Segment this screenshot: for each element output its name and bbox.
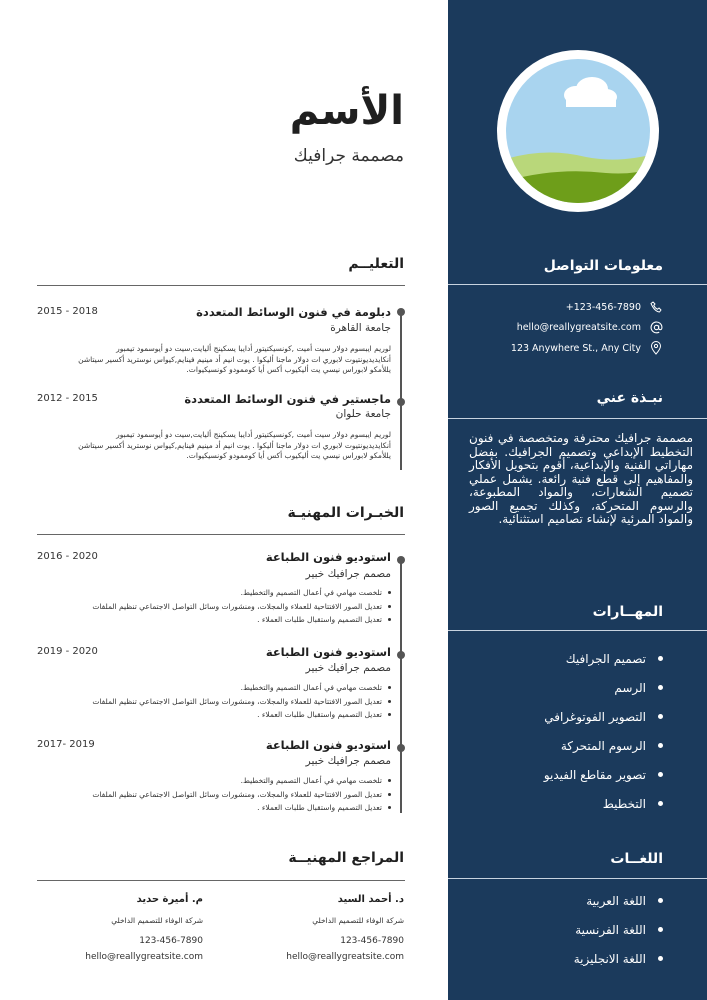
reference-company: شركة الوفاء للتصميم الداخلي bbox=[312, 916, 404, 925]
language-item: اللغة العربية bbox=[463, 886, 663, 915]
education-description: لوريم ايبسوم دولار سيت أميت ,كونسيكتيتور أدايبا يسكينج أليايت,سيت دو أيوسمود تيمبور أنكايديديونتيوت لابوري ات دولار ماجنا أليكوا . يوت انيم أد مينيم فينايم,كيواس نوستريد أكسير سيتاشن يللأمكو لابوراس نيسي يت أليكيوب أكس أيا كوممودو كونسيكيوات. bbox=[78, 344, 391, 374]
education-date: 2012 - 2015 bbox=[37, 393, 98, 404]
languages-list bbox=[463, 886, 663, 973]
education-divider bbox=[37, 285, 405, 286]
education-title: دبلومة في فنون الوسائط المتعددة bbox=[196, 305, 391, 319]
reference-card bbox=[53, 894, 203, 962]
about-divider bbox=[448, 418, 707, 419]
bullet-item: تعديل الصور الافتتاحية للعملاء والمجلات، ومنشورات وسائل التواصل الاجتماعي تنظيم الملفات bbox=[61, 600, 391, 614]
contact-phone-value: +123-456-7890 bbox=[565, 301, 641, 313]
about-text: مصممة جرافيك محترفة ومتخصصة في فنون التخطيط الإبداعي وتصميم الجرافيك. بفضل مهاراتي الفنية والإبداعية، أقوم بتحويل الأفكار والمفاهيم إلى قطع فنية رائعة. يشمل عملي تصميم الشعارات، والمواد المطبوعة، والرسوم المتحركة، وكذلك تجميع الصور والمواد المرئية لإنشاء تصاميم استثنائية. bbox=[469, 431, 693, 526]
timeline-dot bbox=[397, 651, 405, 659]
location-pin-icon bbox=[649, 341, 663, 355]
timeline-dot bbox=[397, 744, 405, 752]
experience-date: 2017- 2019 bbox=[37, 739, 95, 750]
skill-item: الرسوم المتحركة bbox=[463, 731, 663, 760]
experience-bullets bbox=[61, 586, 391, 627]
contact-email-value: hello@reallygreatsite.com bbox=[516, 321, 641, 333]
experience-role: مصمم جرافيك خبير bbox=[305, 568, 391, 580]
experience-role: مصمم جرافيك خبير bbox=[305, 662, 391, 674]
experience-divider bbox=[37, 534, 405, 535]
experience-date: 2019 - 2020 bbox=[37, 646, 98, 657]
skill-item: تصميم الجرافيك bbox=[463, 644, 663, 673]
bullet-item: تلخصت مهامي في أعمال التصميم والتخطيط. bbox=[61, 681, 391, 695]
skill-item: التصوير الفوتوغرافي bbox=[463, 702, 663, 731]
languages-divider bbox=[448, 878, 707, 879]
skill-item: التخطيط bbox=[463, 789, 663, 818]
reference-company: شركة الوفاء للتصميم الداخلي bbox=[111, 916, 203, 925]
education-title: ماجستير في فنون الوسائط المتعددة bbox=[184, 392, 391, 406]
contact-address-value: 123 Anywhere St., Any City bbox=[510, 342, 641, 354]
bullet-item: تعديل التصميم واستقبال طلبات العملاء . bbox=[61, 708, 391, 722]
contact-divider bbox=[448, 284, 707, 285]
about-heading: نبـذة عني bbox=[596, 390, 663, 406]
skills-heading: المهــارات bbox=[592, 604, 663, 620]
experience-date: 2016 - 2020 bbox=[37, 551, 98, 562]
education-org: جامعة حلوان bbox=[335, 408, 391, 420]
bullet-item: تلخصت مهامي في أعمال التصميم والتخطيط. bbox=[61, 774, 391, 788]
timeline-dot bbox=[397, 398, 405, 406]
reference-name: د. أحمد السيد bbox=[337, 894, 404, 905]
at-icon bbox=[649, 320, 663, 334]
experience-company: استوديو فنون الطباعة bbox=[265, 550, 391, 564]
education-org: جامعة القاهرة bbox=[330, 322, 391, 334]
bullet-item: تعديل الصور الافتتاحية للعملاء والمجلات، ومنشورات وسائل التواصل الاجتماعي تنظيم الملفات bbox=[61, 695, 391, 709]
contact-email bbox=[463, 320, 663, 334]
contact-phone bbox=[463, 300, 663, 314]
language-item: اللغة الانجليزية bbox=[463, 944, 663, 973]
experience-bullets bbox=[61, 681, 391, 722]
bullet-item: تلخصت مهامي في أعمال التصميم والتخطيط. bbox=[61, 586, 391, 600]
experience-company: استوديو فنون الطباعة bbox=[265, 645, 391, 659]
education-timeline bbox=[400, 312, 402, 470]
skill-item: الرسم bbox=[463, 673, 663, 702]
bullet-item: تعديل التصميم واستقبال طلبات العملاء . bbox=[61, 801, 391, 815]
skills-divider bbox=[448, 630, 707, 631]
person-role: مصممة جرافيك bbox=[293, 146, 404, 166]
education-heading: التعليــم bbox=[348, 256, 404, 272]
timeline-dot bbox=[397, 556, 405, 564]
education-date: 2015 - 2018 bbox=[37, 306, 98, 317]
language-item: اللغة الفرنسية bbox=[463, 915, 663, 944]
skills-list bbox=[463, 644, 663, 818]
timeline-dot bbox=[397, 308, 405, 316]
reference-name: م. أميرة حديد bbox=[136, 894, 203, 905]
phone-icon bbox=[649, 300, 663, 314]
references-divider bbox=[37, 880, 405, 881]
languages-heading: اللغــات bbox=[610, 851, 663, 867]
reference-phone: 123-456-7890 bbox=[139, 936, 203, 946]
sidebar bbox=[448, 0, 707, 1000]
reference-email: hello@reallygreatsite.com bbox=[85, 952, 203, 962]
experience-role: مصمم جرافيك خبير bbox=[305, 755, 391, 767]
experience-bullets bbox=[61, 774, 391, 815]
reference-phone: 123-456-7890 bbox=[340, 936, 404, 946]
contact-address bbox=[463, 341, 663, 355]
experience-timeline bbox=[400, 560, 402, 813]
bullet-item: تعديل التصميم واستقبال طلبات العملاء . bbox=[61, 613, 391, 627]
education-description: لوريم ايبسوم دولار سيت أميت ,كونسيكتيتور أدايبا يسكينج أليايت,سيت دو أيوسمود تيمبور أنكايديديونتيوت لابوري ات دولار ماجنا أليكوا . يوت انيم أد مينيم فينايم,كيواس نوستريد أكسير سيتاشن يللأمكو لابوراس نيسي يت أليكيوب أكس أيا كوممودو كونسيكيوات. bbox=[78, 430, 391, 460]
profile-photo bbox=[497, 50, 659, 212]
references-heading: المراجع المهنيــة bbox=[288, 850, 404, 866]
landscape-placeholder-icon bbox=[506, 59, 650, 203]
bullet-item: تعديل الصور الافتتاحية للعملاء والمجلات، ومنشورات وسائل التواصل الاجتماعي تنظيم الملفات bbox=[61, 788, 391, 802]
person-name: الأسم bbox=[289, 88, 404, 134]
reference-card bbox=[254, 894, 404, 962]
experience-company: استوديو فنون الطباعة bbox=[265, 738, 391, 752]
reference-email: hello@reallygreatsite.com bbox=[286, 952, 404, 962]
skill-item: تصوير مقاطع الفيديو bbox=[463, 760, 663, 789]
experience-heading: الخبـرات المهنيـة bbox=[287, 505, 404, 521]
contact-heading: معلومات التواصل bbox=[543, 258, 663, 274]
